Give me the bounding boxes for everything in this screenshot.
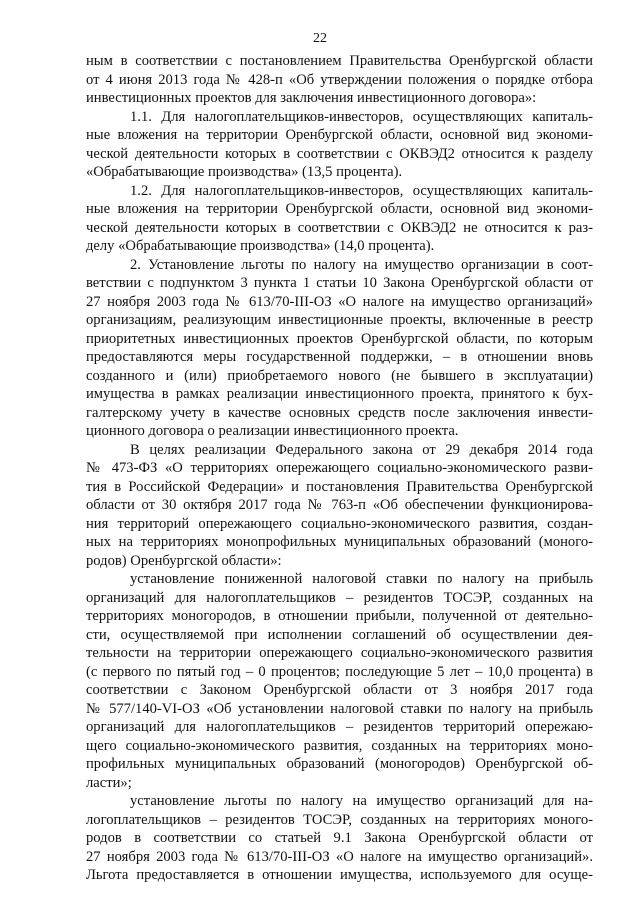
text-line: ные вложения на территории Оренбургской области, основной вид экономи- (86, 201, 593, 217)
text-line: (с первого по пятый год – 0 процентов; последующие 5 лет – 10,0 процента) в (86, 663, 593, 680)
text-line: тельности на территории опережающего социально-экономического развития (86, 645, 593, 661)
text-line: созданного и (или) приобретаемого нового (не бывшего в эксплуатации) (86, 367, 593, 384)
text-line: 1.2. Для налогоплательщиков-инвесторов, осуществляющих капиталь- (130, 182, 593, 199)
text-line: делу «Обрабатывающие производства» (14,0 процента). (86, 238, 435, 254)
text-line: организаций для налогоплательщиков – резидентов территорий опережаю- (86, 719, 593, 735)
text-line: установление пониженной налоговой ставки по налогу на прибыль (130, 571, 593, 587)
text-line: 27 ноября 2003 года № 613/70-III-ОЗ «О налоге на имущество организаций» (86, 293, 593, 310)
text-line: ласти»; (86, 774, 132, 791)
text-line: Льгота предоставляется в отношении имущества, используемого для осуще- (86, 867, 593, 883)
text-line: организаций для налогоплательщиков – резидентов ТОСЭР, созданных на (86, 589, 593, 606)
text-line: ветствии с подпунктом 3 пункта 1 статьи 10 Закона Оренбургской области от (86, 275, 593, 291)
page-number: 22 (313, 31, 327, 46)
text-line: логоплательщиков – резидентов ТОСЭР, созданных на территориях моного- (86, 811, 593, 828)
text-line: сти, осуществляемой при исполнении соглашений об осуществлении дея- (86, 626, 593, 643)
text-line: ческой деятельности которых в соответствии с ОКВЭД2 не относится к раз- (86, 219, 593, 236)
document-body (86, 52, 593, 885)
text-line: территориях моногородов, в отношении прибыли, полученной от деятельно- (86, 608, 593, 624)
text-line: предоставляются меры государственной поддержки, – в отношении вновь (86, 349, 593, 365)
text-line: ческой деятельности которых в соответствии с ОКВЭД2 относится к разделу (86, 145, 593, 162)
text-line: 2. Установление льготы по налогу на имущество организации в соот- (130, 256, 593, 273)
text-line: профильных муниципальных образований (моногородов) Оренбургской об- (86, 756, 593, 772)
text-line: инвестиционных проектов для заключения инвестиционного договора»: (86, 90, 537, 106)
text-line: тия в Российской Федерации» и постановления Правительства Оренбургской (86, 478, 593, 495)
text-line: родов в соответствии со статьей 9.1 Закона Оренбургской области от (86, 830, 593, 846)
text-line: ным в соответствии с постановлением Правительства Оренбургской области (86, 53, 593, 69)
text-line: родов) Оренбургской области»: (86, 552, 282, 569)
text-line: соответствии с Законом Оренбургской области от 3 ноября 2017 года (86, 682, 593, 698)
text-line: ния территорий опережающего социально-экономического развития, создан- (86, 515, 593, 532)
text-line: имущества в рамках реализации инвестиционного проекта, принятого к бух- (86, 386, 593, 402)
text-line: «Обрабатывающие производства» (13,5 процента). (86, 164, 403, 180)
text-line: 1.1. Для налогоплательщиков-инвесторов, осуществляющих капиталь- (130, 108, 593, 125)
text-line: организациям, реализующим инвестиционные проекты, включенные в реестр (86, 312, 593, 328)
text-line: 27 ноября 2003 года № 613/70-III-ОЗ «О налоге на имущество организаций». (86, 848, 593, 865)
text-line: № 577/140-VI-ОЗ «Об установлении налоговой ставки по налогу на прибыль (86, 700, 593, 717)
text-line: ционного договора о реализации инвестиционного проекта. (86, 423, 459, 439)
text-line: № 473-ФЗ «О территориях опережающего социально-экономического разви- (86, 460, 593, 476)
text-line: установление льготы по налогу на имущество организаций для на- (130, 793, 593, 809)
text-line: ных на территориях монопрофильных муниципальных образований (моного- (86, 534, 593, 550)
text-line: приоритетных инвестиционных проектов Оренбургской области, по которым (86, 330, 593, 347)
text-line: В целях реализации Федерального закона от 29 декабря 2014 года (130, 441, 593, 458)
text-line: от 4 июня 2013 года № 428-п «Об утверждении положения о порядке отбора (86, 71, 593, 88)
text-line: щего социально-экономического развития, созданных на территориях моно- (86, 737, 593, 754)
text-line: области от 30 октября 2017 года № 763-п «Об обеспечении функционирова- (86, 497, 593, 513)
text-line: ные вложения на территории Оренбургской области, основной вид экономи- (86, 127, 593, 143)
text-line: галтерскому учету в качестве основных средств после заключения инвести- (86, 404, 593, 421)
